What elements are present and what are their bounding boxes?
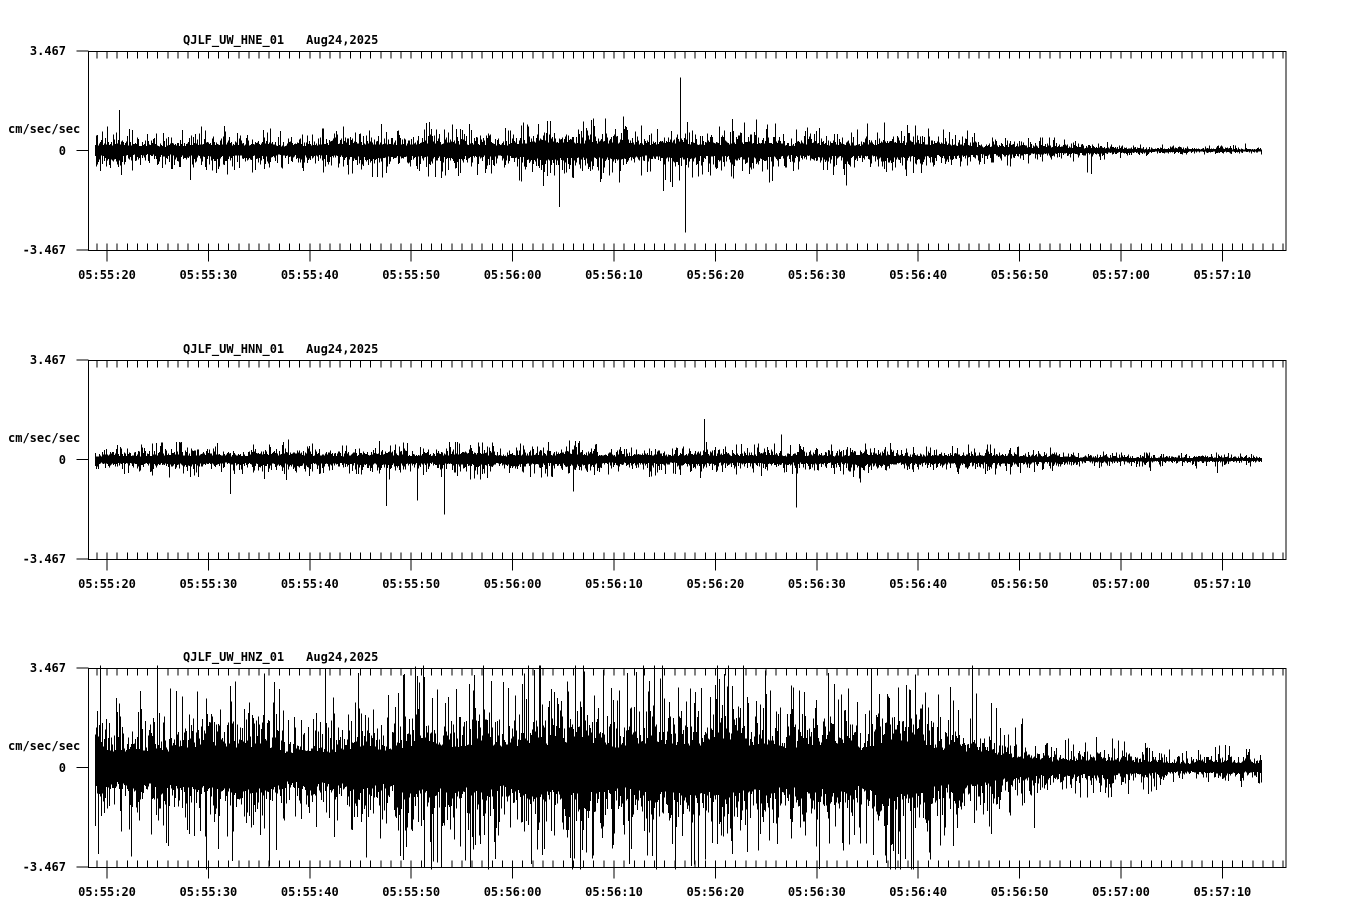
x-tick-label: 05:56:10 xyxy=(585,577,643,591)
x-tick-label: 05:56:40 xyxy=(889,577,948,591)
x-tick-label: 05:55:30 xyxy=(179,268,238,282)
x-tick-label: 05:55:40 xyxy=(280,885,339,899)
x-tick-label: 05:55:30 xyxy=(179,577,238,591)
x-tick-label: 05:57:10 xyxy=(1193,268,1252,282)
plot-title xyxy=(183,34,378,46)
y-tick-label-max: 3.467 xyxy=(29,44,66,58)
x-tick-label: 05:57:10 xyxy=(1193,885,1252,899)
x-tick-label: 05:56:30 xyxy=(787,268,846,282)
y-axis-unit-label: cm/sec/sec xyxy=(8,122,81,136)
x-tick-label: 05:55:50 xyxy=(382,885,441,899)
x-tick-label: 05:56:00 xyxy=(483,577,542,591)
y-axis-unit-label: cm/sec/sec xyxy=(8,431,81,445)
x-tick-label: 05:55:50 xyxy=(382,577,441,591)
x-tick-label: 05:56:30 xyxy=(787,885,846,899)
x-tick-label: 05:57:00 xyxy=(1092,885,1150,899)
x-tick-label: 05:57:00 xyxy=(1092,268,1150,282)
x-tick-label: 05:55:30 xyxy=(179,885,238,899)
date-label: Aug24,2025 xyxy=(306,650,379,664)
y-axis-unit-label: cm/sec/sec xyxy=(8,739,81,753)
date-label: Aug24,2025 xyxy=(306,33,379,47)
x-tick-label: 05:57:00 xyxy=(1092,577,1150,591)
x-tick-label: 05:55:50 xyxy=(382,268,441,282)
y-tick-label-zero: 0 xyxy=(58,144,66,158)
x-tick-label: 05:55:20 xyxy=(78,268,136,282)
plot-line xyxy=(96,419,1262,515)
station-channel-label: QJLF_UW_HNE_01 xyxy=(183,33,285,47)
x-tick-label: 05:56:10 xyxy=(585,885,643,899)
x-tick-label: 05:56:20 xyxy=(686,885,745,899)
x-tick-label: 05:56:20 xyxy=(686,577,745,591)
y-tick-label-min: -3.467 xyxy=(22,243,66,257)
date-label: Aug24,2025 xyxy=(306,342,379,356)
x-tick-label: 05:55:20 xyxy=(78,885,136,899)
x-tick-label: 05:56:00 xyxy=(483,268,542,282)
y-tick-label-max: 3.467 xyxy=(29,353,66,367)
y-tick-label-zero: 0 xyxy=(58,761,66,775)
x-tick-label: 05:55:40 xyxy=(280,268,339,282)
station-channel-label: QJLF_UW_HNN_01 xyxy=(183,342,285,356)
plot-title xyxy=(183,651,378,663)
x-tick-label: 05:55:40 xyxy=(280,577,339,591)
x-tick-label: 05:56:50 xyxy=(990,577,1049,591)
plot-title xyxy=(183,343,378,355)
x-tick-label: 05:55:20 xyxy=(78,577,136,591)
x-tick-label: 05:56:50 xyxy=(990,885,1049,899)
plot-line xyxy=(96,77,1262,232)
y-tick-label-zero: 0 xyxy=(58,453,66,467)
y-tick-label-max: 3.467 xyxy=(29,661,66,675)
x-tick-label: 05:56:10 xyxy=(585,268,643,282)
x-tick-label: 05:56:20 xyxy=(686,268,745,282)
x-tick-label: 05:56:00 xyxy=(483,885,542,899)
x-tick-label: 05:56:30 xyxy=(787,577,846,591)
x-tick-label: 05:57:10 xyxy=(1193,577,1252,591)
plot-line xyxy=(96,666,1262,870)
y-tick-label-min: -3.467 xyxy=(22,860,66,874)
y-tick-label-min: -3.467 xyxy=(22,552,66,566)
x-tick-label: 05:56:40 xyxy=(889,268,948,282)
x-tick-label: 05:56:40 xyxy=(889,885,948,899)
x-tick-label: 05:56:50 xyxy=(990,268,1049,282)
station-channel-label: QJLF_UW_HNZ_01 xyxy=(183,650,285,664)
